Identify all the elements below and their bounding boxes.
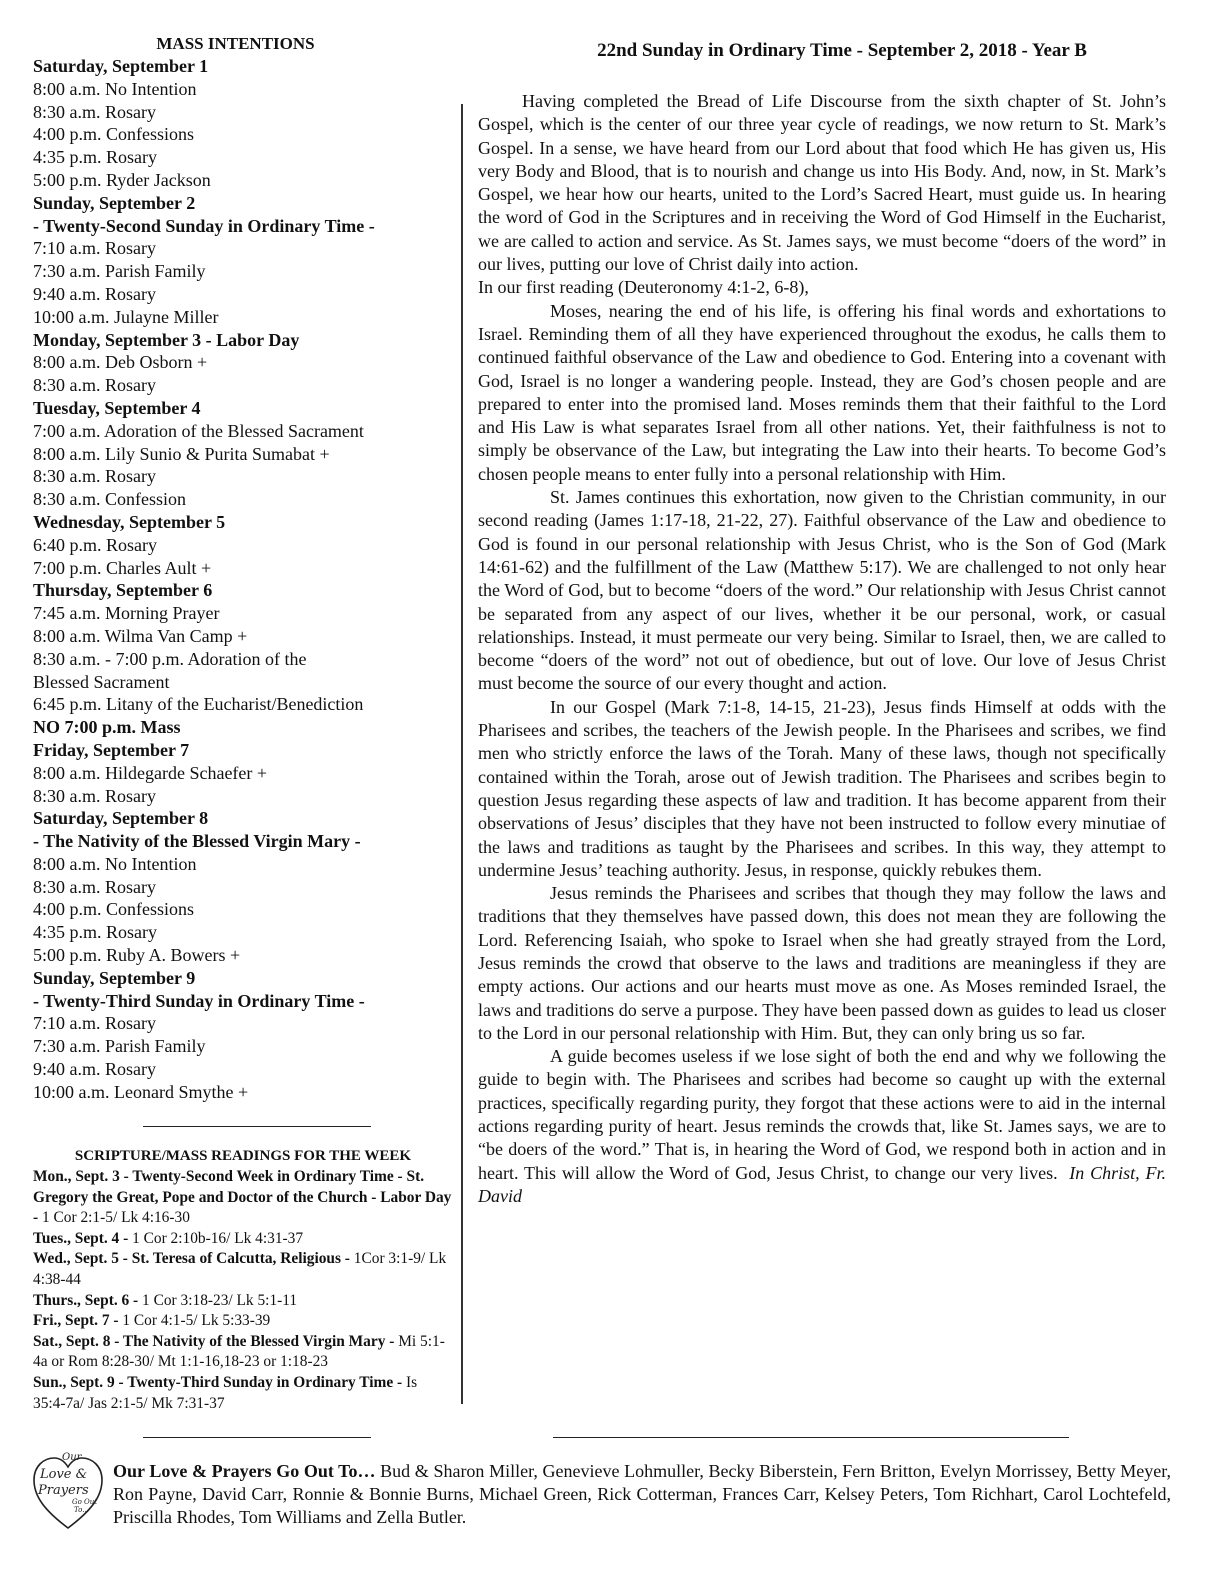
reading-refs: 1 Cor 4:1-5/ Lk 5:33-39	[122, 1312, 271, 1330]
reading-refs: 1Cor 3:1-9/ Lk 4:38-44	[33, 1250, 447, 1288]
schedule-item: 10:00 a.m. Leonard Smythe +	[33, 1081, 249, 1102]
schedule-item: 8:30 a.m. Rosary	[33, 375, 156, 396]
prayer-list-heading: Our Love & Prayers Go Out To…	[113, 1461, 376, 1481]
schedule-heading: Sunday, September 2	[33, 192, 196, 213]
schedule-item: 7:10 a.m. Rosary	[33, 1013, 156, 1034]
schedule-item: 8:30 a.m. - 7:00 p.m. Adoration of the	[33, 648, 307, 669]
paragraph: Jesus reminds the Pharisees and scribes that though they may follow the laws and traditions that they themselves have passed down, this does not mean they are following the Lord. Referencing Isaiah, who spoke to Israel when she had greatly strayed from the Lord, Jesus reminds the crowd that observe to the laws and traditions are meaningless if they are empty actions. Our actions and our hearts must move as one. As Moses reminded Israel, the laws and traditions do serve a purpose. They have been passed down as guides to lead us closer to the Lord in our personal relationship with Him. But, they can only bring us so far.	[478, 883, 1166, 1043]
reading-day: Sat., Sept. 8 - The Nativity of the Blessed Virgin Mary -	[33, 1332, 399, 1350]
prayer-list	[113, 1460, 1171, 1530]
schedule-heading: NO 7:00 p.m. Mass	[33, 717, 181, 738]
reading-day: Wed., Sept. 5 - St. Teresa of Calcutta, Religious -	[33, 1250, 354, 1268]
schedule-heading: Thursday, September 6	[33, 580, 213, 601]
paragraph: In our first reading (Deuteronomy 4:1-2, 6-8),	[478, 277, 809, 298]
schedule-item: 8:30 a.m. Rosary	[33, 876, 156, 897]
signature: In Christ, Fr. David	[478, 1162, 1166, 1206]
divider	[553, 1437, 1069, 1438]
schedule-item: 4:00 p.m. Confessions	[33, 124, 195, 145]
reflection-title: 22nd Sunday in Ordinary Time - September 2, 2018 - Year B	[597, 40, 1087, 61]
reading-day: Mon., Sept. 3 - Twenty-Second Week in Ordinary Time - St. Gregory the Great, Pope and Doctor of the Church - Labor Day -	[33, 1168, 452, 1227]
schedule-item: 8:30 a.m. Rosary	[33, 466, 156, 487]
scripture-readings	[33, 1146, 453, 1414]
schedule-heading: Friday, September 7	[33, 739, 190, 760]
reading-refs: Is 35:4-7a/ Jas 2:1-5/ Mk 7:31-37	[33, 1373, 418, 1412]
schedule-item: 8:30 a.m. Confession	[33, 489, 186, 510]
schedule-item: 8:00 a.m. Deb Osborn +	[33, 352, 208, 373]
reading-refs: 1 Cor 2:10b-16/ Lk 4:31-37	[132, 1229, 304, 1247]
reading-refs: Mi 5:1-4a or Rom 8:28-30/ Mt 1:1-16,18-23 or 1:18-23	[33, 1332, 445, 1371]
mass-intentions-list	[33, 55, 448, 1104]
mass-intentions	[33, 33, 448, 1104]
schedule-item: 5:00 p.m. Ryder Jackson	[33, 169, 211, 190]
schedule-item: 8:00 a.m. Lily Sunio & Purita Sumabat +	[33, 443, 330, 464]
schedule-heading: Sunday, September 9	[33, 967, 196, 988]
logo-text: To...	[74, 1506, 89, 1514]
reading-entry	[33, 1311, 453, 1332]
reading-entry	[33, 1373, 453, 1414]
schedule-item: 7:30 a.m. Parish Family	[33, 1036, 206, 1057]
prayer-list-names: Bud & Sharon Miller, Genevieve Lohmuller, Becky Biberstein, Fern Britton, Evelyn Morrissey, Betty Meyer, Ron Payne, David Carr, Ronnie & Bonnie Burns, Michael Green, Rick Cotterman, Frances Carr, Kelsey Peters, Tom Richhart, Carol Lochtefeld, Priscilla Rhodes, Tom Williams and Zella Butler.	[113, 1461, 1171, 1528]
schedule-item: 10:00 a.m. Julayne Miller	[33, 306, 219, 327]
schedule-item: 7:10 a.m. Rosary	[33, 238, 156, 259]
schedule-heading: - Twenty-Second Sunday in Ordinary Time -	[33, 215, 375, 236]
love-prayers-logo	[30, 1450, 106, 1532]
mass-intentions-title: MASS INTENTIONS	[156, 34, 315, 53]
schedule-item: 7:00 a.m. Adoration of the Blessed Sacrament	[33, 420, 364, 441]
scripture-readings-list	[33, 1167, 453, 1414]
schedule-item: 8:30 a.m. Rosary	[33, 785, 156, 806]
logo-text: Go Out	[72, 1498, 98, 1506]
divider	[143, 1126, 371, 1127]
schedule-item: 7:30 a.m. Parish Family	[33, 261, 206, 282]
logo-text: Prayers	[38, 1483, 89, 1498]
schedule-item: 9:40 a.m. Rosary	[33, 1059, 156, 1080]
schedule-heading: Monday, September 3 - Labor Day	[33, 329, 300, 350]
reading-entry	[33, 1249, 453, 1290]
schedule-item: 8:30 a.m. Rosary	[33, 101, 156, 122]
schedule-item: 8:00 a.m. Hildegarde Schaefer +	[33, 762, 268, 783]
schedule-item: Blessed Sacrament	[33, 671, 170, 692]
reflection	[478, 39, 1166, 1208]
paragraph-text: A guide becomes useless if we lose sight of both the end and why we following the guide to begin with. The Pharisees and scribes had become so caught up with the external practices, specifically regarding purity, they forgot that these actions were to aid in the internal actions regarding purity of heart. Jesus reminds the crowds that, like St. James says, we are to “be doers of the word.” That is, in hearing the Word of God, we respond both in action and in heart. This will allow the Word of God, Jesus Christ, to change our very lives.	[478, 1046, 1166, 1183]
reading-day: Sun., Sept. 9 - Twenty-Third Sunday in Ordinary Time -	[33, 1373, 407, 1391]
schedule-heading: Saturday, September 8	[33, 808, 209, 829]
schedule-item: 8:00 a.m. Wilma Van Camp +	[33, 625, 248, 646]
schedule-item: 6:45 p.m. Litany of the Eucharist/Benediction	[33, 694, 364, 715]
schedule-item: 5:00 p.m. Ruby A. Bowers +	[33, 945, 241, 966]
reading-refs: 1 Cor 3:18-23/ Lk 5:1-11	[142, 1291, 298, 1309]
reading-day: Tues., Sept. 4 -	[33, 1229, 133, 1247]
scripture-readings-title: SCRIPTURE/MASS READINGS FOR THE WEEK	[74, 1148, 412, 1164]
reading-entry	[33, 1167, 453, 1229]
schedule-item: 6:40 p.m. Rosary	[33, 534, 157, 555]
reading-day: Fri., Sept. 7 -	[33, 1312, 123, 1330]
reflection-body	[478, 90, 1166, 1208]
paragraph: St. James continues this exhortation, now given to the Christian community, in our second reading (James 1:17-18, 21-22, 27). Faithful observance of the Law and obedience to God is found in our personal relationship with Jesus Christ, who is the Son of God (Mark 14:61-62) and the fulfillment of the Law (Matthew 5:17). We are challenged to not only hear the Word of God, but to become “doers of the word.” Our relationship with Jesus Christ cannot be separated from any aspect of our lives, whether it be our personal, work, or casual relationships. Instead, it must permeate our very being. Similar to Israel, then, we are called to become “doers of the word” not out of obedience, but out of love. Our love of Jesus Christ must become the source of our every thought and action.	[478, 487, 1166, 694]
logo-text: Love &	[40, 1467, 88, 1482]
paragraph-last	[478, 1045, 1166, 1208]
paragraph: Moses, nearing the end of his life, is offering his final words and exhortations to Israel. Reminding them of all they have experienced throughout the exodus, he calls them to continued faithful observance of the Law and obedience to God. Entering into a covenant with God, Israel is no longer a wandering people. Instead, they are God’s chosen people and are prepared to enter into the promised land. Moses reminds them that their faithful to the Lord and His Law is what separates Israel from all other nations. Yet, their faithfulness is not to simply be observance of the Law, but integrating the Law into their hearts. To become God’s chosen people means to enter fully into a personal relationship with Him.	[478, 300, 1166, 484]
column-divider	[461, 104, 463, 1404]
logo-text: Our	[62, 1452, 82, 1463]
schedule-heading: - Twenty-Third Sunday in Ordinary Time -	[33, 990, 365, 1011]
reading-entry	[33, 1332, 453, 1373]
schedule-heading: Tuesday, September 4	[33, 397, 201, 418]
reading-day: Thurs., Sept. 6 -	[33, 1291, 143, 1309]
schedule-item: 7:00 p.m. Charles Ault +	[33, 557, 212, 578]
divider	[143, 1437, 371, 1438]
schedule-heading: Wednesday, September 5	[33, 511, 226, 532]
schedule-item: 9:40 a.m. Rosary	[33, 283, 156, 304]
reading-entry	[33, 1291, 453, 1312]
schedule-heading: - The Nativity of the Blessed Virgin Mary -	[33, 831, 361, 852]
schedule-item: 8:00 a.m. No Intention	[33, 853, 197, 874]
paragraph: In our Gospel (Mark 7:1-8, 14-15, 21-23), Jesus finds Himself at odds with the Pharisees and scribes, the teachers of the Jewish people. In the Pharisees and scribes, we find men who strictly enforce the laws of the Torah. Many of these laws, though not specifically contained within the Torah, arose out of Jewish tradition. The Pharisees and scribes begin to question Jesus regarding these aspects of law and tradition. It has become apparent from their observations of Jesus’ disciples that they have not been instructed to follow every minutiae of the laws and traditions as taught by the Pharisees and scribes. In this way, they attempt to undermine Jesus’ teaching authority. Jesus, in response, quickly rebukes them.	[478, 696, 1166, 880]
reading-entry	[33, 1229, 453, 1250]
schedule-item: 4:00 p.m. Confessions	[33, 899, 195, 920]
schedule-item: 4:35 p.m. Rosary	[33, 922, 157, 943]
schedule-item: 8:00 a.m. No Intention	[33, 78, 197, 99]
reading-refs: 1 Cor 2:1-5/ Lk 4:16-30	[41, 1209, 190, 1227]
paragraph: Having completed the Bread of Life Discourse from the sixth chapter of St. John’s Gospel, which is the center of our three year cycle of readings, we now return to St. Mark’s Gospel. In a sense, we have heard from our Lord about that food which He has given us, His very Body and Blood, that is to nourish and change us into His Body. And, now, in St. Mark’s Gospel, we hear how our hearts, united to the Lord’s Sacred Heart, must guide us. In hearing the word of God in the Scriptures and in receiving the Word of God Himself in the Eucharist, we are called to action and service. As St. James says, we must become “doers of the word” in our lives, putting our love of Christ daily into action.	[478, 91, 1166, 275]
schedule-item: 4:35 p.m. Rosary	[33, 147, 157, 168]
schedule-item: 7:45 a.m. Morning Prayer	[33, 603, 220, 624]
schedule-heading: Saturday, September 1	[33, 56, 209, 76]
